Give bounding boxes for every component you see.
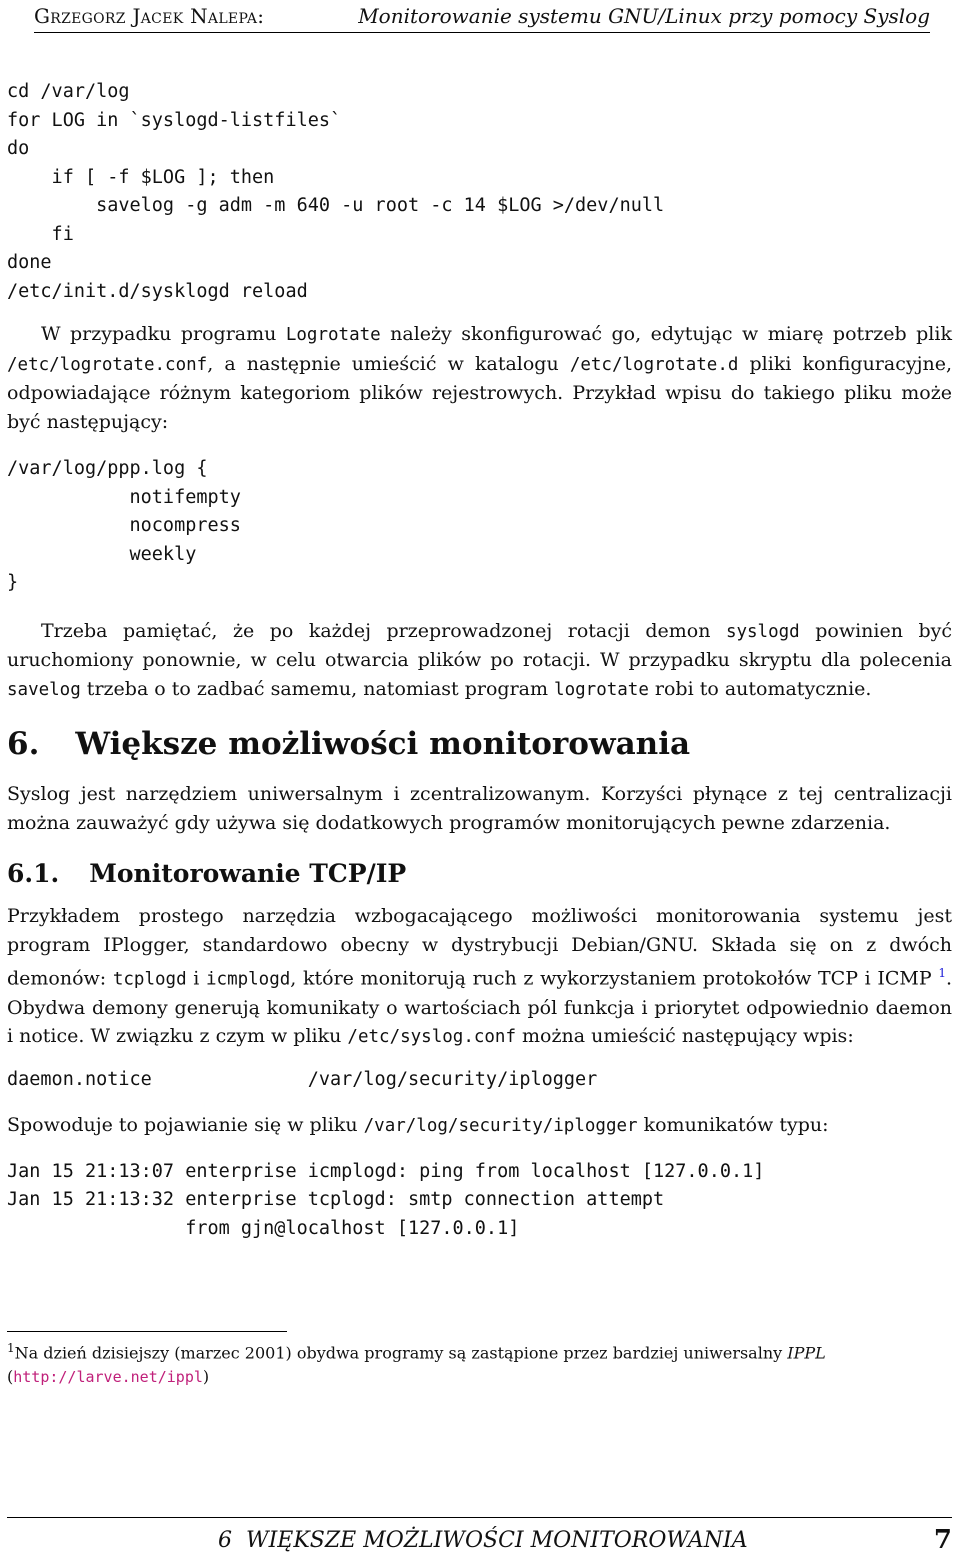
text: pliki konfiguracyjne, odpowiadające różnym kategoriom plików rejestrowych. Przykład wpisu do takiego pliku może być następujący: <box>7 352 952 433</box>
inline-code: /etc/logrotate.d <box>569 354 739 375</box>
footnote-mark: 1 <box>7 1341 15 1355</box>
paragraph-iplogger <box>7 902 952 1052</box>
page-header <box>34 0 930 33</box>
code-block-logrotate-entry: /var/log/ppp.log { notifempty nocompress weekly } <box>7 458 241 593</box>
text: Spowoduje to pojawianie się w pliku <box>7 1114 364 1137</box>
section-heading <box>7 726 952 762</box>
paragraph-syslog-intro: Syslog jest narzędziem uniwersalnym i zcentralizowanym. Korzyści płynące z tej centralizacji można zauważyć gdy używa się dodatkowych programów monitorujących pewne zdarzenia. <box>7 783 952 834</box>
text: W przypadku programu <box>41 323 286 345</box>
footer-divider <box>7 1517 952 1518</box>
inline-code: logrotate <box>554 679 649 700</box>
inline-code: syslogd <box>725 621 800 642</box>
text: trzeba o to zadbać samemu, natomiast program <box>80 677 555 700</box>
subsection-heading <box>7 859 952 888</box>
text: komunikatów typu: <box>637 1114 829 1137</box>
footnote-divider <box>7 1331 287 1332</box>
section-number: 6. <box>7 726 40 762</box>
text: można umieścić następujący wpis: <box>516 1025 854 1048</box>
section-title: Większe możliwości monitorowania <box>75 726 691 762</box>
header-title: Monitorowanie systemu GNU/Linux przy pomocy Syslog <box>358 4 930 28</box>
inline-code: /etc/syslog.conf <box>347 1027 516 1048</box>
subsection-number: 6.1. <box>7 859 60 888</box>
text: należy skonfigurować go, edytując w miarę potrzeb plik <box>380 323 952 345</box>
text: Trzeba pamiętać, że po każdej przeprowadzonej rotacji demon <box>41 619 726 642</box>
emphasis: IPPL <box>787 1343 826 1363</box>
footer-section-number: 6 <box>218 1527 232 1553</box>
inline-code: /etc/logrotate.conf <box>7 354 208 375</box>
header-author: Grzegorz Jacek Nalepa: <box>34 4 265 28</box>
code-block-syslog-conf: daemon.notice /var/log/security/iplogger <box>7 1068 598 1090</box>
paragraph-rotation <box>7 617 952 705</box>
text: Na dzień dzisiejszy (marzec 2001) obydwa programy są zastąpione przez bardziej uniwersalny <box>14 1343 788 1363</box>
code-block-log-messages: Jan 15 21:13:07 enterprise icmplogd: ping from localhost [127.0.0.1] Jan 15 21:13:32 enterprise tcplogd: smtp connection attempt from gjn@localhost [127.0.0.1] <box>7 1160 765 1239</box>
running-title <box>218 1528 748 1553</box>
subsection-title: Monitorowanie TCP/IP <box>89 859 407 888</box>
text: ( <box>7 1367 14 1387</box>
inline-code: Logrotate <box>285 325 381 345</box>
text: i <box>186 967 206 990</box>
text: Przykładem prostego narzędzia wzbogacającego możliwości monitorowania systemu jest program IPlogger, standardowo obecny w dystrybucji Debian/GNU. Składa się on z dwóch demonów: <box>7 905 952 990</box>
code-block-savelog: cd /var/log for LOG in `syslogd-listfiles` do if [ -f $LOG ]; then savelog -g adm -m 640 -u root -c 14 $LOG >/dev/null fi done /etc/init.d/sysklogd reload <box>7 81 665 302</box>
footnote-link[interactable]: http://larve.net/ippl <box>13 1368 203 1387</box>
text: , a następnie umieścić w katalogu <box>207 352 570 375</box>
inline-code: tcplogd <box>112 969 187 990</box>
footnote-ref[interactable]: 1 <box>938 966 946 980</box>
text: . Obydwa demony generują komunikaty o wartościach pól funkcja i priorytet odpowiednio daemon i notice. W związku z czym w pliku <box>7 967 952 1048</box>
page-content <box>7 78 952 1243</box>
text: , które monitorują ruch z wykorzystaniem protokołów TCP i ICMP <box>290 967 939 990</box>
inline-code: savelog <box>7 679 81 700</box>
paragraph-logrotate <box>7 320 952 436</box>
text: ) <box>202 1367 210 1387</box>
footer-running-title: WIĘKSZE MOŻLIWOŚCI MONITOROWANIA <box>246 1527 748 1553</box>
inline-code: icmplogd <box>206 969 291 990</box>
footnote <box>7 1336 952 1389</box>
inline-code: /var/log/security/iplogger <box>363 1116 638 1137</box>
text: robi to automatycznie. <box>648 677 872 700</box>
page-number: 7 <box>933 1525 952 1555</box>
page-footer <box>218 1524 952 1556</box>
text: powinien być uruchomiony ponownie, w celu otwarcia plików po rotacji. W przypadku skryptu dla polecenia <box>7 619 952 671</box>
paragraph-messages <box>7 1111 952 1141</box>
